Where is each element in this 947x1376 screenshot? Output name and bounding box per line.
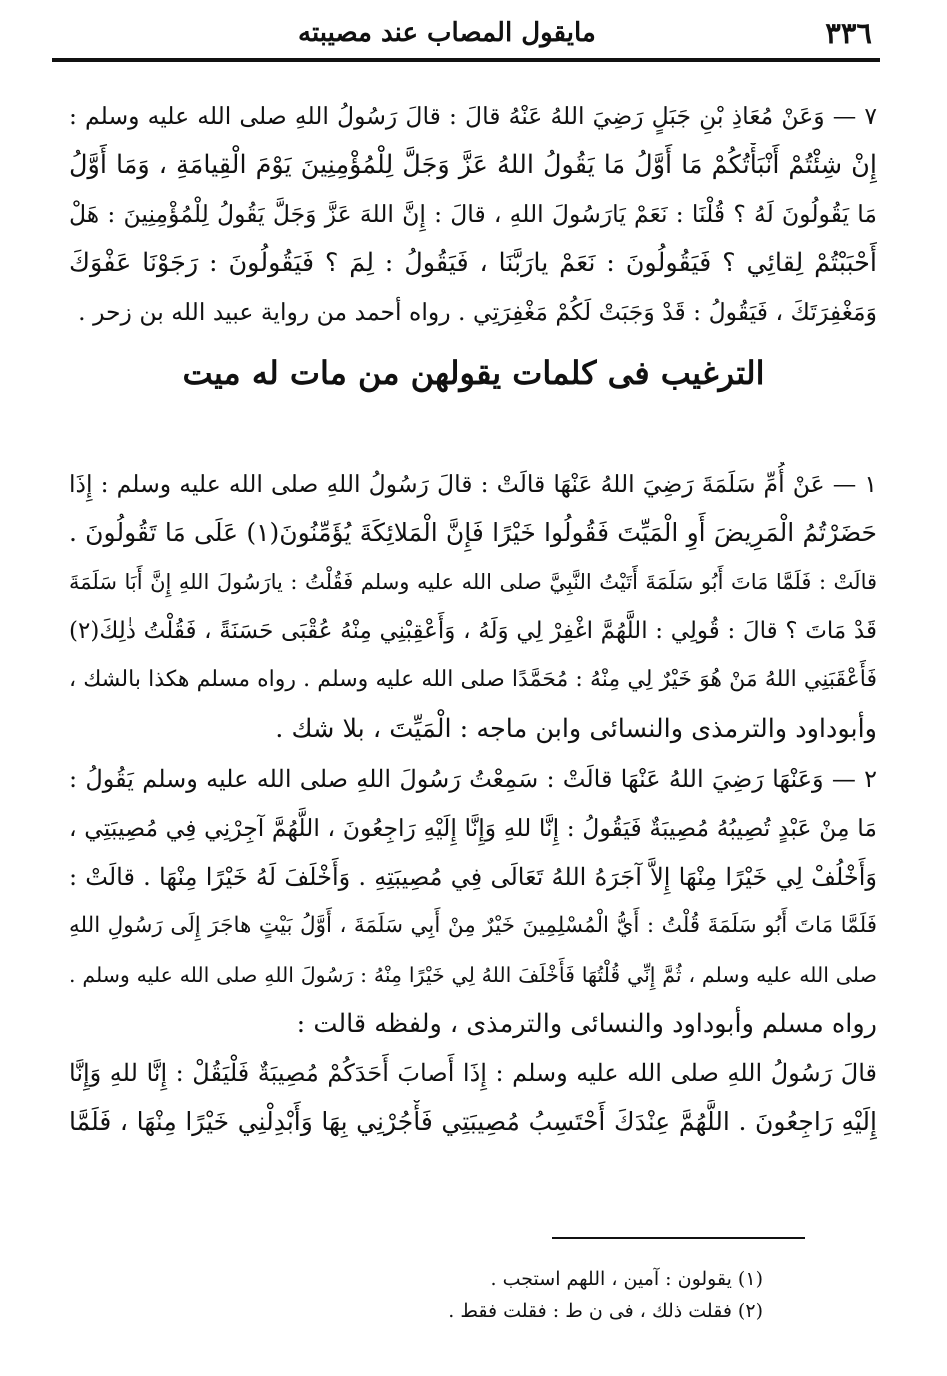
hadith-1-line: وأبوداود والترمذى والنسائى وابن ماجه : الْمَيِّتَ ، بلا شك . <box>275 714 877 744</box>
hadith-2-line: رواه مسلم وأبوداود والنسائى والترمذى ، ولفظه قالت : <box>296 1009 877 1039</box>
footnote: (١) يقولون : آمين ، اللهم استجب . <box>490 1268 763 1290</box>
hadith-1-line: قَدْ مَاتَ ؟ قالَ : قُولِي : اللَّهُمَّ اغْفِرْ لِي وَلَهُ ، وَأَعْقِبْنِي مِنْهُ عُقْبَى حَسَنَةً ، فَقُلْتُ ذٰلِكَ(٢) <box>69 618 877 644</box>
footnote: (٢) فقلت ذلك ، فى ن ط : فقلت فقط . <box>448 1300 763 1322</box>
hadith-1-line: ١ — عَنْ أُمِّ سَلَمَةَ رَضِيَ اللهُ عَنْهَا قالَتْ : قالَ رَسُولُ اللهِ صلى الله عليه وسلم : إِذَا <box>69 470 877 498</box>
page-header <box>60 16 872 50</box>
hadith-2-line: صلى الله عليه وسلم ، ثُمَّ إِنِّي قُلْتُهَا فَأَخْلَفَ اللهُ لِي خَيْرًا مِنْهُ : رَسُولَ اللهِ صلى الله عليه وسلم . <box>69 963 877 987</box>
hadith-7-line: إِنْ شِئْتُمْ أَنْبَأْتُكُمْ مَا أَوَّلُ مَا يَقُولُ اللهُ عَزَّ وَجَلَّ لِلْمُؤْمِنِينَ يَوْمَ الْقِيامَةِ ، وَمَا أَوَّلُ <box>69 150 877 180</box>
hadith-2-line: مَا مِنْ عَبْدٍ تُصِيبُهُ مُصِيبَةٌ فَيَقُولُ : إِنَّا للهِ وَإِنَّا إِلَيْهِ رَاجِعُونَ ، اللَّهُمَّ آجِرْنِي فِي مُصِيبَتِي ، <box>69 814 877 842</box>
hadith-2-line: إِلَيْهِ رَاجِعُونَ . اللَّهُمَّ عِنْدَكَ أَحْتَسِبُ مُصِيبَتِي فَأْجُرْنِي بِهَا وَأَبْدِلْنِي خَيْرًا مِنْهَا ، فَلَمَّا <box>69 1107 877 1136</box>
footnote-rule <box>552 1237 805 1239</box>
hadith-1-line: قالَتْ : فَلَمَّا مَاتَ أَبُو سَلَمَةَ أَتَيْتُ النَّبِيَّ صلى الله عليه وسلم فَقُلْتُ : يارَسُولَ اللهِ إِنَّ أَبَا سَلَمَةَ <box>69 570 877 594</box>
hadith-7-line: مَا يَقُولُونَ لَهُ ؟ قُلْنَا : نَعَمْ يَارَسُولَ اللهِ ، قالَ : إِنَّ اللهَ عَزَّ وَجَلَّ يَقُولُ لِلْمُؤْمِنِينَ : هَلْ <box>69 200 877 228</box>
section-heading: الترغيب فى كلمات يقولهن من مات له ميت <box>182 354 765 392</box>
hadith-1-line: فَأَعْقَبَنِي اللهُ مَنْ هُوَ خَيْرٌ لِي مِنْهُ : مُحَمَّدًا صلى الله عليه وسلم . رواه مسلم هكذا بالشك ، <box>69 667 877 692</box>
page-number: ٣٣٦ <box>825 16 872 50</box>
hadith-2-line: ٢ — وَعَنْهَا رَضِيَ اللهُ عَنْهَا قالَتْ : سَمِعْتُ رَسُولَ اللهِ صلى الله عليه وسلم يَقُولُ : <box>69 765 877 793</box>
hadith-2-line: وَأَخْلُفْ لِي خَيْرًا مِنْهَا إِلاَّ آجَرَهُ اللهُ تَعَالَى فِي مُصِيبَتِهِ . وَأَخْلَفَ لَهُ خَيْرًا مِنْهَا . قالَتْ : <box>69 863 877 891</box>
hadith-7-line: ٧ — وَعَنْ مُعَاذِ بْنِ جَبَلٍ رَضِيَ اللهُ عَنْهُ قالَ : قالَ رَسُولُ اللهِ صلى الله عليه وسلم : <box>69 102 877 130</box>
hadith-2-line: قالَ رَسُولُ اللهِ صلى الله عليه وسلم : إِذَا أَصابَ أَحَدَكُمْ مُصِيبَةٌ فَلْيَقُلْ : إِنَّا للهِ وَإِنَّا <box>69 1059 877 1087</box>
hadith-7-line: وَمَغْفِرَتَكَ ، فَيَقُولُ : قَدْ وَجَبَتْ لَكُمْ مَغْفِرَتِي . رواه أحمد من رواية عبيد الله بن زحر . <box>78 298 877 326</box>
running-title: مايقول المصاب عند مصيبته <box>298 18 596 48</box>
hadith-7-line: أَحْبَبْتُمْ لِقائِي ؟ فَيَقُولُونَ : نَعَمْ يارَبَّنَا ، فَيَقُولُ : لِمَ ؟ فَيَقُولُونَ : رَجَوْنَا عَفْوَكَ <box>69 248 877 278</box>
header-rule <box>52 58 880 62</box>
hadith-1-line: حَضَرْتُمُ الْمَرِيضَ أَوِ الْمَيِّتَ فَقُولُوا خَيْرًا فَإِنَّ الْمَلائِكَةَ يُؤَمِّنُونَ(١) عَلَى مَا تَقُولُونَ . <box>69 518 877 547</box>
hadith-2-line: فَلَمَّا مَاتَ أَبُو سَلَمَةَ قُلْتُ : أَيُّ الْمُسْلِمِينَ خَيْرٌ مِنْ أَبِي سَلَمَةَ ، أَوَّلُ بَيْتٍ هاجَرَ إِلَى رَسُولِ اللهِ <box>69 913 877 938</box>
